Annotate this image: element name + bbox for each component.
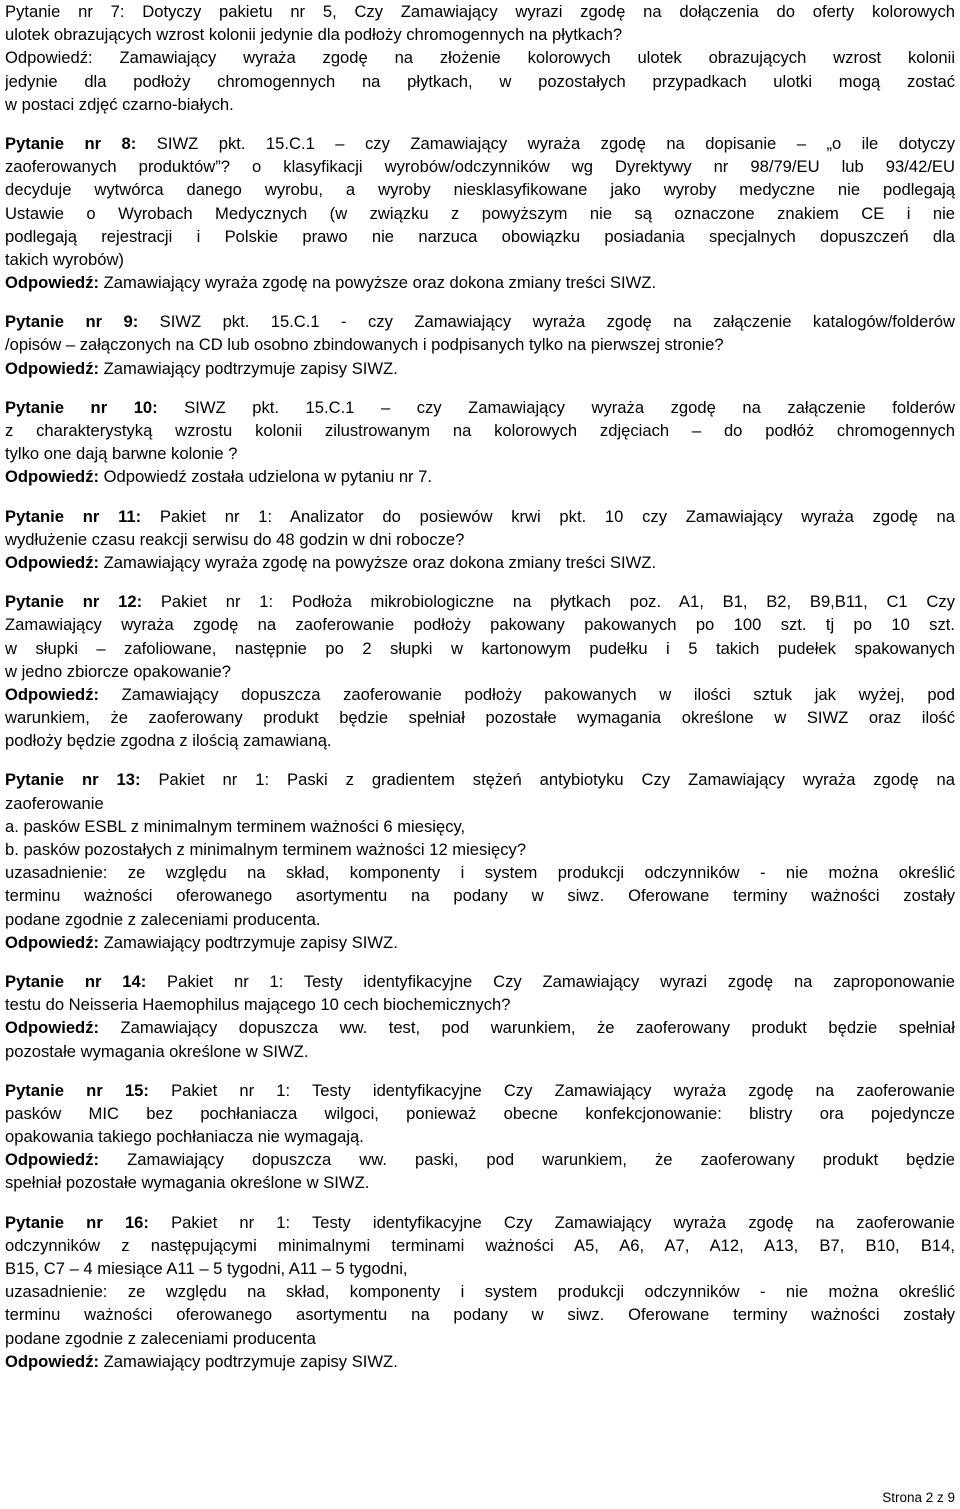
answer-label: Odpowiedź:: [5, 552, 100, 572]
question-text: Pakiet nr 1: Analizator do posiewów krwi pkt. 10 czy Zamawiający wyraża zgodę na: [141, 506, 955, 526]
question-text: SIWZ pkt. 15.C.1 – czy Zamawiający wyraża zgodę na załączenie folderów: [157, 397, 955, 417]
text-line: pasków MIC bez pochłaniacza wilgoci, ponieważ obecne konfekcjonowanie: blistry ora pojedyncze: [5, 1103, 955, 1123]
answer-label: Odpowiedź:: [5, 358, 100, 378]
question-text: SIWZ pkt. 15.C.1 – czy Zamawiający wyraża zgodę na dopisanie – „o ile dotyczy: [136, 133, 955, 153]
text-line: B15, C7 – 4 miesiące A11 – 5 tygodni, A11 – 5 tygodni,: [5, 1259, 408, 1278]
answer-line: [5, 357, 955, 380]
text-line: w jedno zbiorcze opakowanie?: [5, 661, 232, 681]
question-line: [5, 768, 955, 791]
answer-label: Odpowiedź:: [5, 467, 100, 487]
text-line: /opisów – załączonych na CD lub osobno zbindowanych i podpisanych tylko na pierwszej stronie?: [5, 335, 724, 355]
question-line: [5, 1211, 955, 1234]
answer-text: Zamawiający wyraża zgodę na powyższe oraz dokona zmiany treści SIWZ.: [99, 273, 657, 293]
question-line: [5, 590, 955, 613]
answer-line: [5, 931, 955, 954]
question-text: Pakiet nr 1: Podłoża mikrobiologiczne na płytkach poz. A1, B1, B2, B9,B11, C1 Czy: [142, 592, 955, 612]
text-line: w postaci zdjęć czarno-białych.: [5, 94, 234, 114]
question-text: Pakiet nr 1: Testy identyfikacyjne Czy Zamawiający wyrazi zgodę na zaproponowanie: [146, 971, 955, 991]
text-line: uzasadnienie: ze względu na skład, komponenty i system produkcji odczynników - nie można określić: [5, 863, 955, 883]
question-line: [5, 132, 955, 155]
text-line: takich wyrobów): [5, 249, 124, 269]
question-text: Pakiet nr 1: Testy identyfikacyjne Czy Zamawiający wyraża zgodę na zaoferowanie: [148, 1080, 955, 1100]
question-14: [5, 970, 955, 1063]
question-11: [5, 505, 955, 575]
text-line: uzasadnienie: ze względu na skład, komponenty i system produkcji odczynników - nie można określić: [5, 1282, 955, 1302]
answer-text: Zamawiający dopuszcza ww. test, pod warunkiem, że zaoferowany produkt będzie spełniał: [99, 1018, 955, 1038]
text-line: Ustawie o Wyrobach Medycznych (w związku z powyższym nie są oznaczone znakiem CE i nie: [5, 203, 955, 223]
question-text: Pakiet nr 1: Testy identyfikacyjne Czy Zamawiający wyraża zgodę na zaoferowanie: [148, 1212, 955, 1232]
text-line: podane zgodnie z zaleceniami producenta: [5, 1328, 316, 1348]
question-line: [5, 970, 955, 993]
answer-line: [5, 551, 955, 574]
question-text: Pakiet nr 1: Paski z gradientem stężeń antybiotyku Czy Zamawiający wyraża zgodę na: [140, 770, 955, 790]
question-12: [5, 590, 955, 752]
question-16: [5, 1211, 955, 1373]
text-line: tylko one dają barwne kolonie ?: [5, 444, 238, 464]
text-line: podlegają rejestracji i Polskie prawo nie narzuca obowiązku posiadania specjalnych dopuszczeń dla: [5, 226, 955, 246]
text-line: warunkiem, że zaoferowany produkt będzie spełniał pozostałe wymagania określone w SIWZ oraz ilość: [5, 708, 955, 728]
text-line: zaoferowanych produktów”? o klasyfikacji wyrobów/odczynników wg Dyrektywy nr 98/79/EU lub 93/42/EU: [5, 157, 955, 177]
question-label: Pytanie nr 8:: [5, 133, 137, 153]
question-7: [5, 0, 955, 116]
text-line: ulotek obrazujących wzrost kolonii jedynie dla podłoży chromogennych na płytkach?: [5, 25, 623, 45]
answer-text: Zamawiający dopuszcza ww. paski, pod warunkiem, że zaoferowany produkt będzie: [99, 1150, 955, 1170]
text-line: decyduje wytwórca danego wyrobu, a wyroby niesklasyfikowane jako wyroby medyczne nie podlegają: [5, 180, 955, 200]
answer-text: Zamawiający podtrzymuje zapisy SIWZ.: [99, 358, 398, 378]
answer-text: Zamawiający dopuszcza zaoferowanie podłoży pakowanych w ilości sztuk jak wyżej, pod: [99, 684, 955, 704]
question-9: [5, 310, 955, 380]
answer-line: [5, 465, 955, 488]
answer-label: Odpowiedź:: [5, 932, 100, 952]
question-label: Pytanie nr 15:: [5, 1080, 149, 1100]
list-item: a. pasków ESBL z minimalnym terminem ważności 6 miesięcy,: [5, 816, 466, 836]
answer-label: Odpowiedź:: [5, 1150, 100, 1170]
question-text: SIWZ pkt. 15.C.1 - czy Zamawiający wyraża zgodę na załączenie katalogów/folderów: [138, 312, 955, 332]
text-line: testu do Neisseria Haemophilus mającego 10 cech biochemicznych?: [5, 995, 511, 1015]
question-label: Pytanie nr 12:: [5, 592, 143, 612]
question-label: Pytanie nr 11:: [5, 506, 142, 526]
text-line: opakowania takiego pochłaniacza nie wymagają.: [5, 1127, 364, 1147]
text-line: Zamawiający wyraża zgodę na zaoferowanie podłoży pakowany pakowanych po 100 szt. tj po 10 szt.: [5, 615, 955, 635]
answer-text: Zamawiający podtrzymuje zapisy SIWZ.: [99, 1351, 398, 1371]
text-line: podane zgodnie z zaleceniami producenta.: [5, 909, 321, 929]
question-line: [5, 310, 955, 333]
text-line: zaoferowanie: [5, 793, 104, 813]
question-13: [5, 768, 955, 954]
question-line: [5, 396, 955, 419]
text-line: odczynników z następującymi minimalnymi terminami ważności A5, A6, A7, A12, A13, B7, B10, B14,: [5, 1235, 955, 1255]
question-label: Pytanie nr 14:: [5, 971, 147, 991]
text-line: jedynie dla podłoży chromogennych na płytkach, w pozostałych przypadkach ulotki mogą zostać: [5, 71, 955, 91]
question-line: [5, 1079, 955, 1102]
question-8: [5, 132, 955, 294]
answer-label: Odpowiedź:: [5, 273, 100, 293]
text-line: terminu ważności oferowanego asortymentu na podany w siwz. Oferowane terminy ważności zostały: [5, 1305, 955, 1325]
text-line: wydłużenie czasu reakcji serwisu do 48 godzin w dni robocze?: [5, 529, 465, 549]
question-label: Pytanie nr 10:: [5, 397, 158, 417]
answer-label: Odpowiedź:: [5, 1018, 100, 1038]
document-page: [5, 0, 955, 1373]
text-line: w słupki – zafoliowane, następnie po 2 słupki w kartonowym pudełku i 5 takich pudełek spakowanych: [5, 638, 955, 658]
answer-text: Zamawiający podtrzymuje zapisy SIWZ.: [99, 932, 398, 952]
answer-line: [5, 1148, 955, 1171]
text-line: terminu ważności oferowanego asortymentu na podany w siwz. Oferowane terminy ważności zostały: [5, 886, 955, 906]
answer-label: Odpowiedź:: [5, 684, 100, 704]
answer-line: [5, 683, 955, 706]
question-15: [5, 1079, 955, 1195]
text-line: z charakterystyką wzrostu kolonii zilustrowanym na kolorowych zdjęciach – do podłóż chromogennych: [5, 421, 955, 440]
answer-line: [5, 1350, 955, 1373]
list-item: b. pasków pozostałych z minimalnym terminem ważności 12 miesięcy?: [5, 840, 527, 859]
question-label: Pytanie nr 16:: [5, 1212, 149, 1232]
answer-line: [5, 271, 955, 294]
text-line: pozostałe wymagania określone w SIWZ.: [5, 1041, 309, 1061]
answer-label: Odpowiedź:: [5, 1351, 100, 1371]
page-number: Strona 2 z 9: [882, 1490, 955, 1505]
question-label: Pytanie nr 9:: [5, 312, 139, 332]
text-line: Pytanie nr 7: Dotyczy pakietu nr 5, Czy Zamawiający wyrazi zgodę na dołączenia do oferty kolorowych: [5, 2, 955, 21]
answer-line: [5, 1016, 955, 1039]
question-line: [5, 505, 955, 528]
answer-text: Odpowiedź została udzielona w pytaniu nr 7.: [99, 467, 433, 487]
text-line: Odpowiedź: Zamawiający wyraża zgodę na złożenie kolorowych ulotek obrazujących wzrost kolonii: [5, 48, 955, 68]
question-10: [5, 396, 955, 489]
question-label: Pytanie nr 13:: [5, 770, 141, 790]
text-line: podłoży będzie zgodna z ilością zamawianą.: [5, 731, 332, 751]
answer-text: Zamawiający wyraża zgodę na powyższe oraz dokona zmiany treści SIWZ.: [99, 552, 657, 572]
text-line: spełniał pozostałe wymagania określone w SIWZ.: [5, 1173, 370, 1193]
